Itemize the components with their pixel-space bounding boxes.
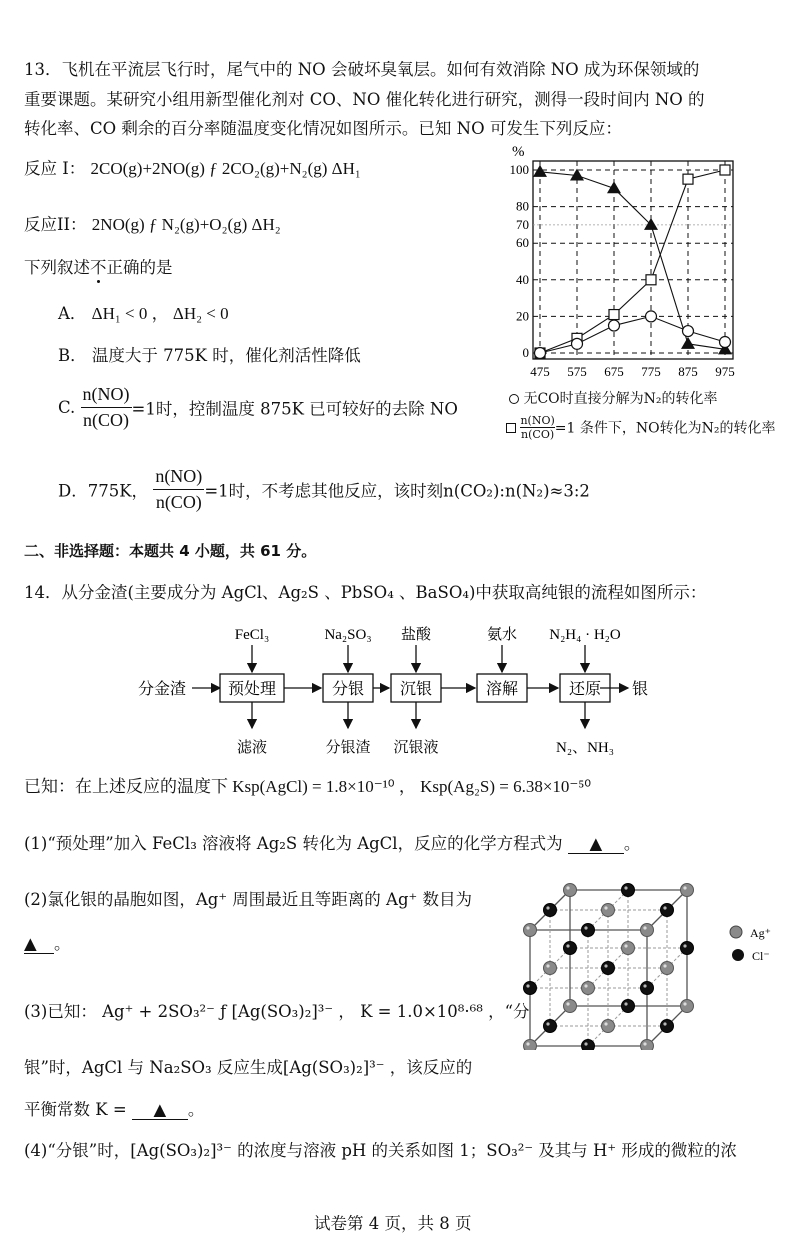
q14-part-3-line-1: (3)已知： Ag⁺ + 2SO₃²⁻ ƒ [Ag(SO₃)₂]³⁻ ， K = 1.0×10⁸·⁶⁸ ，“分 bbox=[24, 1002, 530, 1021]
option-b-text: 温度大于 775K 时，催化剂活性降低 bbox=[91, 346, 361, 365]
period: 。 bbox=[623, 834, 641, 853]
cl-ion bbox=[681, 942, 694, 955]
ag-ion bbox=[524, 1040, 537, 1051]
x-tick-label: 975 bbox=[715, 364, 735, 379]
emphasis-dot-char: 不 bbox=[90, 258, 107, 277]
reagent-input: FeCl₃ bbox=[234, 627, 270, 643]
legend-square-text: =1 条件下，NO转化为N₂的转化率 bbox=[554, 420, 776, 437]
part-1-text: (1)“预处理”加入 FeCl₃ 溶液将 Ag₂S 转化为 AgCl，反应的化学方程式为 bbox=[24, 834, 563, 853]
option-c-label: C. bbox=[58, 398, 76, 417]
process-box-label: 还原 bbox=[568, 679, 602, 698]
q14-part-2-answer bbox=[24, 936, 71, 954]
process-box-label: 预处理 bbox=[227, 679, 277, 698]
cl-legend-label: Cl⁻ bbox=[752, 949, 770, 963]
cl-ion bbox=[544, 904, 557, 917]
x-tick-label: 475 bbox=[530, 364, 550, 379]
q14-intro: 14．从分金渣(主要成分为 AgCl、Ag₂S 、PbSO₄ 、BaSO₄)中获取高纯银的流程如图所示： bbox=[24, 583, 707, 602]
square-marker bbox=[720, 165, 730, 175]
page-footer: 试卷第 4 页，共 8 页 bbox=[314, 1214, 472, 1233]
ag-ion bbox=[681, 884, 694, 897]
square-marker bbox=[683, 174, 693, 184]
cl-ion bbox=[661, 904, 674, 917]
cl-ion bbox=[582, 1040, 595, 1051]
x-tick-labels bbox=[530, 364, 735, 379]
option-c-fraction bbox=[81, 384, 132, 431]
circle-marker bbox=[572, 338, 583, 349]
cl-ion bbox=[564, 942, 577, 955]
x-tick-label: 875 bbox=[678, 364, 698, 379]
series-line bbox=[540, 170, 725, 353]
cl-ion bbox=[582, 924, 595, 937]
fraction-denominator: n(CO) bbox=[155, 492, 202, 512]
legend-square bbox=[506, 414, 775, 441]
q13-question bbox=[24, 260, 173, 277]
y-axis-label: % bbox=[512, 144, 525, 160]
ag-ion bbox=[602, 1020, 615, 1033]
process-box-label: 分银 bbox=[331, 679, 365, 698]
fraction-numerator: n(NO) bbox=[520, 414, 555, 427]
q14-part-1 bbox=[24, 836, 640, 854]
ag-legend-icon bbox=[730, 926, 742, 938]
ag-ion bbox=[564, 1000, 577, 1013]
triangle-marker bbox=[533, 165, 547, 177]
answer-blank-1[interactable]: ▲ bbox=[568, 836, 624, 854]
q14-part-4: (4)“分银”时，[Ag(SO₃)₂]³⁻ 的浓度与溶液 pH 的关系如图 1；SO₃²⁻ 及其与 H⁺ 形成的微粒的浓 bbox=[24, 1141, 737, 1160]
answer-blank-3[interactable]: ▲ bbox=[132, 1102, 188, 1120]
cl-ion bbox=[544, 1020, 557, 1033]
flow-start: 分金渣 bbox=[138, 679, 187, 698]
cl-ion bbox=[602, 962, 615, 975]
legend-fraction bbox=[520, 414, 554, 441]
y-tick-label: 20 bbox=[516, 308, 529, 324]
ag-ion bbox=[641, 1040, 654, 1051]
x-tick-label: 775 bbox=[641, 364, 661, 379]
option-b[interactable] bbox=[58, 348, 361, 365]
process-box-label: 沉银 bbox=[399, 679, 433, 698]
ag-ion bbox=[544, 962, 557, 975]
circle-marker bbox=[646, 311, 657, 322]
option-b-label: B． bbox=[58, 346, 87, 365]
question-text-post: 正确的是 bbox=[106, 258, 173, 277]
q14-part-3-line-2: 银”时，AgCl 与 Na₂SO₃ 反应生成[Ag(SO₃)₂]³⁻ ，该反应的 bbox=[24, 1058, 473, 1077]
byproduct-output: N₂、NH₃ bbox=[556, 740, 614, 756]
reaction-2-label: 反应II： bbox=[24, 215, 87, 234]
cl-ion bbox=[622, 884, 635, 897]
option-c[interactable] bbox=[58, 384, 458, 431]
ag-ion bbox=[622, 942, 635, 955]
cl-ion bbox=[641, 982, 654, 995]
reagent-input: 盐酸 bbox=[400, 627, 432, 643]
y-tick-label: 70 bbox=[516, 216, 529, 232]
byproduct-output: 分银渣 bbox=[325, 740, 371, 756]
reaction-1 bbox=[24, 160, 361, 178]
ksp-known: 已知：在上述反应的温度下 Ksp(AgCl) = 1.8×10⁻¹⁰ ， Ksp(Ag₂S) = 6.38×10⁻⁵⁰ bbox=[24, 777, 592, 796]
y-tick-label: 80 bbox=[516, 198, 529, 214]
cl-ion bbox=[622, 1000, 635, 1013]
series-markers bbox=[533, 165, 732, 359]
q13-line-1: 13．飞机在平流层飞行时，尾气中的 NO 会破坏臭氧层。如何有效消除 NO 成为环保领域的 bbox=[24, 60, 700, 79]
y-tick-labels bbox=[510, 162, 530, 360]
ag-ion bbox=[661, 962, 674, 975]
series-lines bbox=[540, 170, 725, 353]
reaction-2-equation: 2NO(g) ƒ N₂(g)+O₂(g) ΔH₂ bbox=[91, 215, 281, 234]
section-2-heading: 二、非选择题：本题共 4 小题，共 61 分。 bbox=[24, 542, 317, 560]
q14-part-2: (2)氯化银的晶胞如图，Ag⁺ 周围最近且等距离的 Ag⁺ 数目为 bbox=[24, 890, 472, 909]
ag-ion bbox=[564, 884, 577, 897]
circle-marker bbox=[720, 337, 731, 348]
option-a-text: ΔH₁ < 0 ， ΔH₂ < 0 bbox=[91, 304, 229, 323]
process-flowchart bbox=[120, 615, 680, 765]
option-c-text: =1时，控制温度 875K 已可较好的去除 NO bbox=[131, 399, 458, 419]
q13-line-3: 转化率、CO 剩余的百分率随温度变化情况如图所示。已知 NO 可发生下列反应： bbox=[24, 119, 622, 138]
option-d-label: D．775K， bbox=[58, 481, 149, 501]
period: 。 bbox=[187, 1100, 205, 1119]
flow-end: 银 bbox=[632, 679, 649, 698]
cl-ion bbox=[524, 982, 537, 995]
answer-blank-2[interactable]: ▲ bbox=[24, 936, 54, 954]
y-tick-label: 100 bbox=[509, 162, 529, 177]
series-line bbox=[540, 316, 725, 353]
circle-marker bbox=[535, 348, 546, 359]
open-square-icon bbox=[506, 423, 516, 433]
square-marker bbox=[609, 310, 619, 320]
reagent-input: Na₂SO₃ bbox=[324, 627, 372, 643]
byproduct-output: 滤液 bbox=[236, 740, 268, 756]
reagent-input: N₂H₄ · H₂O bbox=[549, 627, 621, 643]
square-marker bbox=[646, 275, 656, 285]
ag-ion bbox=[602, 904, 615, 917]
option-a-label: A． bbox=[58, 304, 87, 323]
reagent-input: 氨水 bbox=[486, 627, 518, 643]
legend-circle bbox=[509, 392, 718, 406]
ag-ion bbox=[582, 982, 595, 995]
question-text-pre: 下列叙述 bbox=[24, 258, 90, 277]
reaction-1-equation: 2CO(g)+2NO(g) ƒ 2CO₂(g)+N₂(g) ΔH₁ bbox=[90, 159, 361, 178]
series-line bbox=[540, 172, 725, 350]
legend-circle-text: 无CO时直接分解为N₂的转化率 bbox=[523, 391, 718, 407]
x-tick-label: 675 bbox=[604, 364, 624, 379]
option-d[interactable] bbox=[58, 466, 590, 513]
triangle-marker bbox=[681, 337, 695, 349]
reaction-1-label: 反应 I： bbox=[24, 159, 86, 178]
part-3-text: 平衡常数 K = bbox=[24, 1100, 127, 1119]
process-box-label: 溶解 bbox=[485, 679, 519, 698]
plot-frame bbox=[533, 161, 733, 359]
triangle-marker bbox=[607, 181, 621, 193]
option-d-fraction bbox=[153, 466, 204, 513]
y-tick-label: 0 bbox=[522, 345, 529, 360]
agcl-unit-cell bbox=[510, 870, 800, 1050]
conversion-chart bbox=[500, 140, 800, 390]
ag-legend-label: Ag⁺ bbox=[750, 926, 771, 940]
ag-ion bbox=[641, 924, 654, 937]
cl-legend-icon bbox=[732, 949, 744, 961]
circle-marker bbox=[683, 326, 694, 337]
cl-ion bbox=[661, 1020, 674, 1033]
byproduct-output: 沉银液 bbox=[393, 740, 439, 756]
y-tick-label: 40 bbox=[516, 271, 529, 287]
open-circle-icon bbox=[509, 394, 519, 404]
reaction-2 bbox=[24, 216, 281, 234]
fraction-numerator: n(NO) bbox=[81, 384, 132, 408]
y-tick-label: 60 bbox=[516, 235, 529, 251]
ag-ion bbox=[681, 1000, 694, 1013]
q14-part-3-line-3 bbox=[24, 1102, 204, 1120]
q13-line-2: 重要课题。某研究小组用新型催化剂对 CO、NO 催化转化进行研究，测得一段时间内 NO 的 bbox=[24, 90, 705, 109]
fraction-denominator: n(CO) bbox=[521, 428, 555, 441]
option-a[interactable] bbox=[58, 305, 229, 323]
x-tick-label: 575 bbox=[567, 364, 587, 379]
circle-marker bbox=[609, 320, 620, 331]
fraction-denominator: n(CO) bbox=[83, 410, 130, 430]
fraction-numerator: n(NO) bbox=[153, 466, 204, 490]
period: 。 bbox=[54, 934, 71, 953]
ag-ion bbox=[524, 924, 537, 937]
option-d-text: =1时，不考虑其他反应，该时刻n(CO₂):n(N₂)≈3:2 bbox=[204, 481, 590, 501]
grid-lines bbox=[533, 161, 733, 359]
